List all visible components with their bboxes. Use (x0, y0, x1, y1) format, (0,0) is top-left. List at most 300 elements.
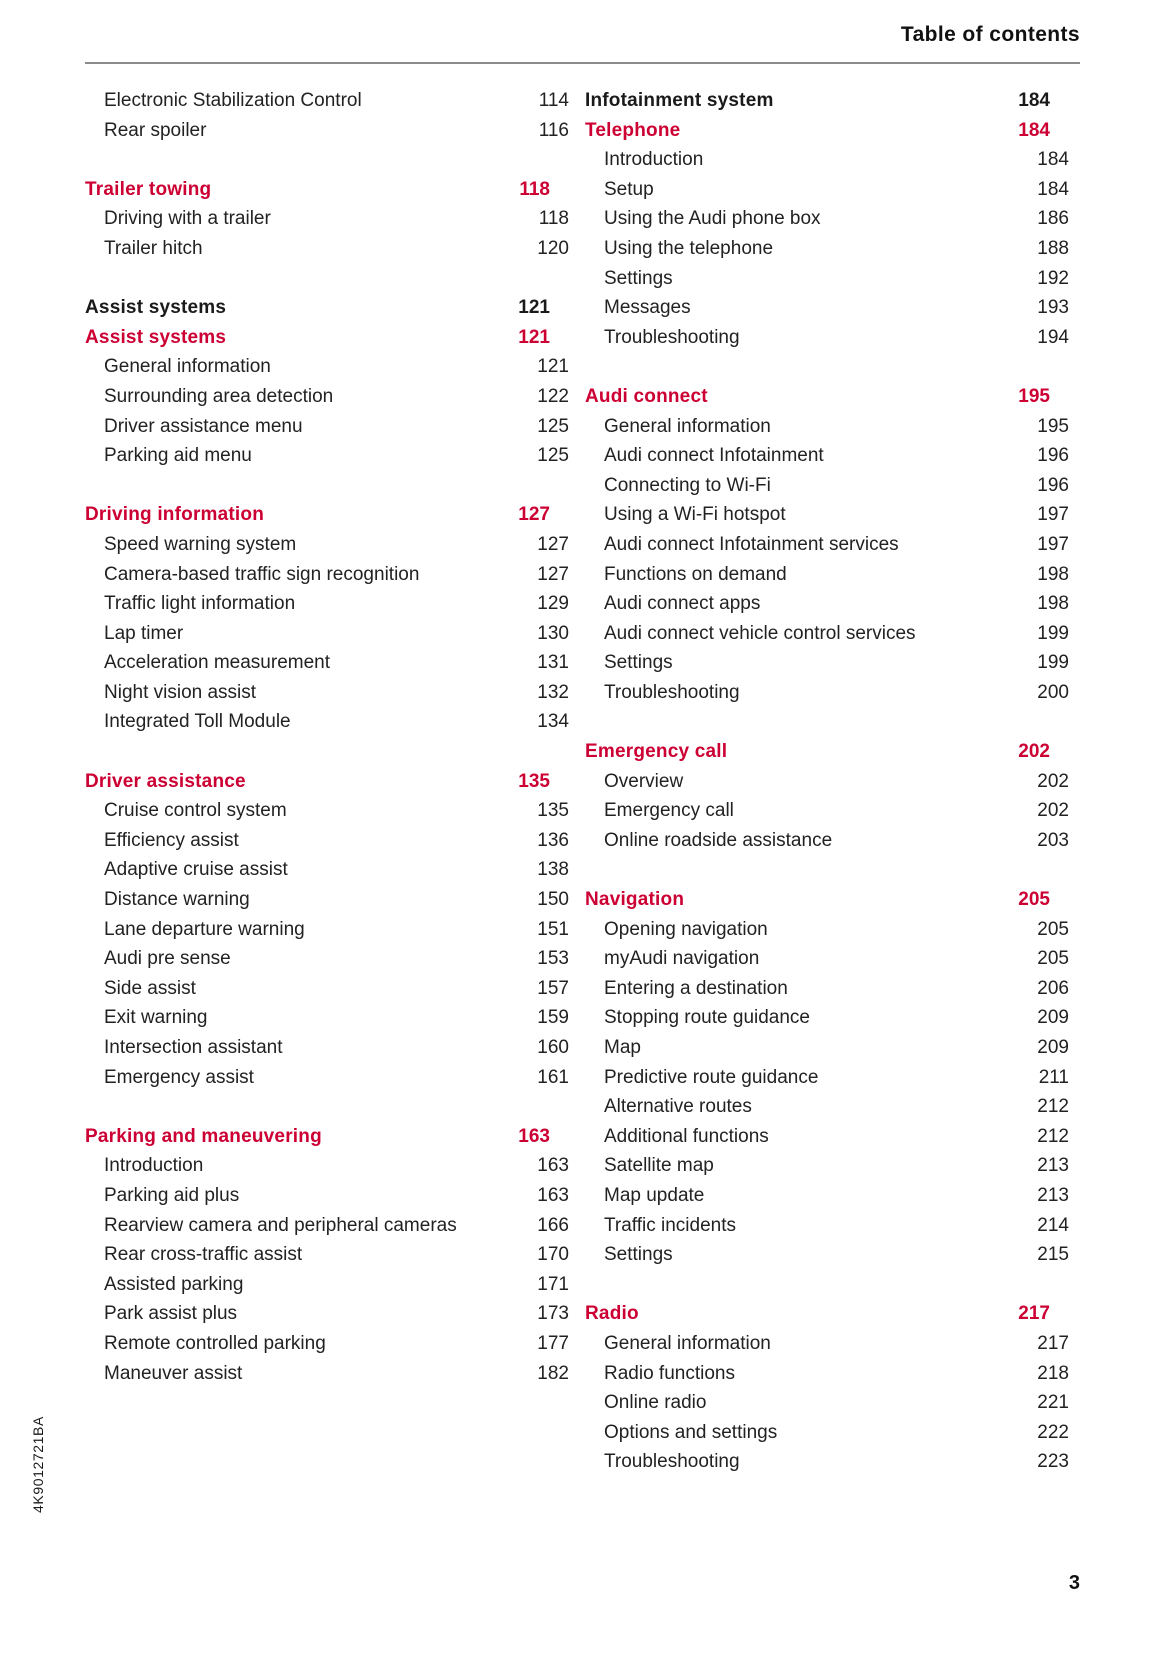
toc-entry-label: Acceleration measurement (104, 652, 330, 674)
toc-entry-label: Navigation (585, 889, 685, 911)
toc-entry-sub[interactable] (585, 678, 1069, 708)
toc-entry-label: Driver assistance (85, 770, 246, 792)
toc-entry-page: 199 (1037, 622, 1069, 644)
toc-leader-dots (230, 327, 501, 343)
toc-entry-sub[interactable] (85, 944, 569, 974)
toc-entry-label: Camera-based traffic sign recognition (104, 563, 420, 585)
toc-entry-sub[interactable] (85, 412, 569, 442)
toc-entry-label: Messages (604, 297, 691, 319)
page-number: 3 (1068, 1572, 1080, 1594)
toc-entry-label: Settings (604, 267, 673, 289)
toc-entry-page: 151 (537, 918, 569, 940)
toc-leader-dots (260, 682, 520, 698)
toc-leader-dots (309, 919, 520, 935)
toc-entry-label: Introduction (604, 149, 704, 171)
toc-entry-sub[interactable] (85, 915, 569, 945)
toc-entry-sub[interactable] (585, 323, 1069, 353)
toc-entry-sub[interactable] (85, 1240, 569, 1270)
toc-entry-page: 182 (537, 1362, 569, 1384)
toc-entry-main[interactable] (85, 293, 550, 323)
toc-entry-page: 188 (1037, 237, 1069, 259)
toc-entry-sub[interactable] (85, 796, 569, 826)
toc-entry-page: 212 (1037, 1096, 1069, 1118)
toc-entry-page: 184 (1018, 90, 1050, 111)
toc-entry-label: Audi connect (585, 385, 708, 407)
toc-entry-page: 136 (537, 829, 569, 851)
toc-entry-page: 202 (1018, 741, 1050, 763)
toc-entry-page: 194 (1037, 326, 1069, 348)
toc-entry-sub[interactable] (85, 1329, 569, 1359)
toc-entry-label: Maneuver assist (104, 1362, 243, 1384)
toc-entry-page: 120 (537, 237, 569, 259)
toc-entry-label: Predictive route guidance (604, 1066, 819, 1088)
toc-section-gap (585, 352, 1050, 382)
toc-entry-page: 166 (537, 1214, 569, 1236)
toc-leader-dots (775, 475, 1020, 491)
toc-entry-sub[interactable] (585, 560, 1069, 590)
toc-entry-sub[interactable] (585, 204, 1069, 234)
toc-entry-page: 184 (1018, 119, 1050, 141)
toc-entry-sub[interactable] (85, 619, 569, 649)
toc-leader-dots (295, 711, 520, 727)
toc-entry-page: 153 (537, 948, 569, 970)
toc-entry-sub[interactable] (585, 293, 1069, 323)
toc-leader-dots (708, 1185, 1020, 1201)
toc-leader-dots (250, 771, 501, 787)
toc-entry-label: General information (104, 356, 271, 378)
toc-entry-page: 127 (537, 533, 569, 555)
toc-entry-page: 135 (537, 800, 569, 822)
toc-entry-label: Rear spoiler (104, 119, 207, 141)
toc-leader-dots (291, 800, 520, 816)
toc-entry-page: 130 (537, 622, 569, 644)
page-title: Table of contents (900, 23, 1080, 46)
toc-entry-chapter[interactable] (85, 1122, 550, 1152)
toc-entry-sub[interactable] (585, 1329, 1069, 1359)
toc-entry-page: 135 (518, 770, 550, 792)
toc-leader-dots (744, 682, 1020, 698)
toc-entry-label: Map (604, 1037, 641, 1058)
toc-entry-label: Audi connect vehicle control services (604, 622, 916, 644)
toc-entry-sub[interactable] (585, 1240, 1069, 1270)
toc-entry-page: 202 (1037, 800, 1069, 822)
toc-entry-sub[interactable] (585, 1003, 1069, 1033)
toc-section-gap (85, 264, 550, 294)
toc-entry-label: Speed warning system (104, 533, 297, 555)
toc-entry-label: Setup (604, 178, 654, 200)
toc-entry-sub[interactable] (85, 1003, 569, 1033)
toc-entry-chapter[interactable] (585, 116, 1050, 146)
toc-entry-sub[interactable] (85, 1181, 569, 1211)
toc-entry-page: 193 (1037, 297, 1069, 319)
toc-entry-label: Radio (585, 1303, 639, 1325)
toc-entry-sub[interactable] (585, 1418, 1069, 1448)
toc-entry-label: Parking and maneuvering (85, 1125, 322, 1147)
toc-entry-sub[interactable] (85, 560, 569, 590)
toc-entry-page: 116 (538, 119, 569, 141)
toc-entry-page: 132 (537, 681, 569, 703)
toc-entry-page: 203 (1037, 829, 1069, 851)
toc-leader-dots (744, 327, 1020, 343)
toc-entry-label: Surrounding area detection (104, 385, 334, 407)
toc-leader-dots (712, 386, 1001, 402)
toc-entry-sub[interactable] (585, 412, 1069, 442)
toc-leader-dots (825, 208, 1020, 224)
toc-leader-dots (241, 1303, 520, 1319)
toc-entry-label: Infotainment system (585, 90, 774, 111)
toc-section-gap (85, 737, 550, 767)
toc-entry-label: Assist systems (85, 326, 227, 348)
toc-leader-dots (306, 1244, 520, 1260)
toc-entry-page: 217 (1037, 1332, 1069, 1354)
toc-entry-page: 195 (1018, 385, 1050, 407)
toc-entry-sub[interactable] (85, 1359, 569, 1389)
toc-entry-label: myAudi navigation (604, 948, 760, 970)
toc-section-gap (85, 145, 550, 175)
toc-leader-dots (212, 1007, 521, 1023)
toc-entry-chapter[interactable] (585, 1299, 1050, 1329)
toc-entry-page: 198 (1037, 563, 1069, 585)
toc-entry-chapter[interactable] (585, 737, 1050, 767)
toc-entry-sub[interactable] (585, 1447, 1069, 1477)
toc-entry-sub[interactable] (585, 1063, 1069, 1093)
toc-entry-sub[interactable] (585, 175, 1069, 205)
toc-leader-dots (292, 859, 520, 875)
toc-entry-label: Troubleshooting (604, 326, 740, 348)
toc-entry-page: 198 (1037, 593, 1069, 615)
toc-leader-dots (688, 889, 1001, 905)
toc-entry-sub[interactable] (85, 1033, 569, 1063)
toc-entry-label: Using the Audi phone box (604, 208, 821, 230)
toc-entry-label: Troubleshooting (604, 1451, 740, 1473)
toc-entry-page: 213 (1037, 1155, 1069, 1177)
toc-leader-dots (307, 416, 520, 432)
toc-entry-label: Electronic Stabilization Control (104, 90, 362, 111)
toc-leader-dots (739, 1363, 1020, 1379)
toc-leader-dots (740, 1215, 1020, 1231)
toc-leader-dots (645, 1037, 1020, 1053)
toc-entry-page: 121 (518, 326, 550, 348)
toc-entry-page: 213 (1037, 1184, 1069, 1206)
toc-leader-dots (791, 564, 1020, 580)
toc-leader-dots (677, 1244, 1020, 1260)
toc-entry-page: 171 (537, 1273, 569, 1295)
toc-entry-sub[interactable] (85, 1270, 569, 1300)
toc-entry-page: 122 (537, 385, 569, 407)
toc-section-gap (85, 1092, 550, 1122)
toc-leader-dots (775, 416, 1020, 432)
toc-columns (85, 86, 1069, 1477)
toc-entry-label: Entering a destination (604, 977, 788, 999)
toc-entry-sub[interactable] (585, 1122, 1069, 1152)
toc-entry-page: 196 (1037, 474, 1069, 496)
toc-leader-dots (256, 445, 520, 461)
toc-entry-sub[interactable] (85, 1299, 569, 1329)
toc-entry-page: 131 (537, 652, 569, 674)
toc-entry-page: 138 (537, 859, 569, 881)
toc-entry-sub[interactable] (585, 796, 1069, 826)
toc-leader-dots (235, 948, 520, 964)
toc-leader-dots (781, 1422, 1020, 1438)
toc-entry-label: Driving information (85, 504, 265, 526)
toc-leader-dots (643, 1303, 1001, 1319)
toc-leader-dots (461, 1215, 520, 1231)
toc-entry-sub[interactable] (85, 530, 569, 560)
toc-entry-sub[interactable] (85, 589, 569, 619)
toc-leader-dots (243, 1185, 520, 1201)
toc-entry-page: 125 (537, 445, 569, 467)
toc-entry-sub[interactable] (85, 116, 569, 146)
toc-entry-sub[interactable] (85, 1063, 569, 1093)
toc-entry-label: Traffic incidents (604, 1214, 736, 1236)
toc-entry-label: Integrated Toll Module (104, 711, 291, 733)
toc-leader-dots (707, 149, 1020, 165)
toc-leader-dots (778, 90, 1001, 106)
toc-entry-sub[interactable] (585, 1151, 1069, 1181)
toc-entry-sub[interactable] (585, 441, 1069, 471)
toc-leader-dots (187, 623, 520, 639)
toc-entry-label: Park assist plus (104, 1303, 238, 1325)
toc-entry-chapter[interactable] (85, 323, 550, 353)
toc-section-gap (85, 471, 550, 501)
toc-entry-sub[interactable] (85, 234, 569, 264)
toc-leader-dots (243, 830, 520, 846)
toc-entry-sub[interactable] (585, 1033, 1069, 1063)
toc-leader-dots (738, 800, 1020, 816)
toc-entry-page: 163 (537, 1155, 569, 1177)
toc-leader-dots (300, 534, 520, 550)
toc-entry-page: 205 (1037, 948, 1069, 970)
toc-leader-dots (200, 978, 520, 994)
toc-leader-dots (687, 771, 1020, 787)
toc-leader-dots (254, 889, 520, 905)
toc-entry-label: Online roadside assistance (604, 829, 833, 851)
toc-entry-page: 221 (1037, 1392, 1069, 1414)
toc-entry-page: 197 (1037, 533, 1069, 555)
toc-entry-label: Trailer hitch (104, 237, 203, 259)
toc-entry-label: Traffic light information (104, 593, 296, 615)
toc-entry-label: Connecting to Wi-Fi (604, 474, 771, 496)
toc-entry-sub[interactable] (585, 1181, 1069, 1211)
toc-entry-label: Parking aid menu (104, 445, 252, 467)
toc-entry-sub[interactable] (585, 1211, 1069, 1241)
toc-leader-dots (710, 1392, 1020, 1408)
toc-entry-sub[interactable] (85, 86, 569, 116)
toc-entry-label: Stopping route guidance (604, 1007, 810, 1029)
toc-leader-dots (207, 238, 520, 254)
toc-entry-sub[interactable] (85, 826, 569, 856)
toc-leader-dots (268, 504, 501, 520)
toc-entry-sub[interactable] (585, 234, 1069, 264)
toc-entry-page: 215 (1037, 1244, 1069, 1266)
toc-entry-sub[interactable] (585, 826, 1069, 856)
toc-entry-label: Map update (604, 1184, 705, 1206)
toc-leader-dots (695, 297, 1020, 313)
toc-entry-page: 197 (1037, 504, 1069, 526)
toc-entry-sub[interactable] (85, 707, 569, 737)
toc-entry-page: 161 (537, 1066, 569, 1088)
toc-entry-sub[interactable] (585, 1092, 1069, 1122)
toc-entry-label: Opening navigation (604, 918, 768, 940)
toc-leader-dots (822, 1067, 1020, 1083)
toc-entry-sub[interactable] (585, 264, 1069, 294)
toc-entry-page: 218 (1037, 1362, 1069, 1384)
toc-entry-label: Telephone (585, 119, 681, 141)
toc-entry-label: Parking aid plus (104, 1184, 240, 1206)
toc-entry-sub[interactable] (585, 589, 1069, 619)
toc-leader-dots (790, 504, 1020, 520)
toc-entry-label: Rear cross-traffic assist (104, 1244, 303, 1266)
toc-entry-label: Additional functions (604, 1125, 769, 1147)
toc-entry-page: 202 (1037, 770, 1069, 792)
toc-entry-label: Audi connect Infotainment (604, 445, 824, 467)
toc-entry-page: 206 (1037, 977, 1069, 999)
toc-entry-label: Alternative routes (604, 1096, 752, 1118)
toc-leader-dots (207, 1155, 520, 1171)
toc-leader-dots (684, 120, 1001, 136)
toc-entry-sub[interactable] (85, 382, 569, 412)
toc-entry-label: Audi connect apps (604, 593, 761, 615)
toc-leader-dots (326, 1126, 501, 1142)
toc-entry-sub[interactable] (585, 944, 1069, 974)
toc-entry-page: 163 (537, 1184, 569, 1206)
toc-entry-label: Cruise control system (104, 800, 287, 822)
toc-leader-dots (718, 1155, 1020, 1171)
toc-entry-page: 121 (518, 297, 550, 319)
toc-entry-chapter[interactable] (85, 175, 550, 205)
toc-entry-page: 125 (537, 415, 569, 437)
toc-entry-page: 121 (537, 356, 569, 378)
toc-column-right (585, 86, 1069, 1477)
toc-entry-label: Remote controlled parking (104, 1332, 326, 1354)
toc-leader-dots (334, 652, 520, 668)
toc-leader-dots (903, 534, 1020, 550)
toc-entry-label: Using a Wi-Fi hotspot (604, 504, 786, 526)
toc-entry-label: Audi connect Infotainment services (604, 533, 899, 555)
toc-entry-label: Emergency assist (104, 1066, 254, 1088)
toc-entry-page: 177 (537, 1332, 569, 1354)
toc-entry-sub[interactable] (585, 648, 1069, 678)
toc-entry-chapter[interactable] (585, 885, 1050, 915)
toc-entry-page: 209 (1037, 1037, 1069, 1058)
toc-entry-label: Driving with a trailer (104, 208, 271, 230)
toc-entry-label: Troubleshooting (604, 681, 740, 703)
toc-leader-dots (764, 593, 1020, 609)
toc-entry-page: 212 (1037, 1125, 1069, 1147)
toc-entry-page: 195 (1037, 415, 1069, 437)
toc-leader-dots (258, 1067, 520, 1083)
toc-entry-page: 129 (537, 593, 569, 615)
toc-entry-page: 114 (538, 90, 569, 111)
toc-entry-label: Exit warning (104, 1007, 208, 1029)
toc-entry-sub[interactable] (85, 885, 569, 915)
toc-entry-sub[interactable] (585, 915, 1069, 945)
toc-entry-page: 217 (1018, 1303, 1050, 1325)
toc-entry-label: Settings (604, 1244, 673, 1266)
toc-entry-label: Emergency call (585, 741, 728, 763)
toc-entry-label: Audi pre sense (104, 948, 231, 970)
toc-leader-dots (366, 90, 520, 106)
toc-entry-label: Introduction (104, 1155, 204, 1177)
toc-leader-dots (744, 1451, 1020, 1467)
toc-leader-dots (423, 564, 520, 580)
toc-entry-sub[interactable] (85, 352, 569, 382)
toc-entry-sub[interactable] (585, 530, 1069, 560)
toc-entry-sub[interactable] (585, 1388, 1069, 1418)
toc-entry-label: Overview (604, 770, 684, 792)
toc-leader-dots (775, 1333, 1020, 1349)
toc-entry-main[interactable] (585, 86, 1050, 116)
toc-entry-label: Satellite map (604, 1155, 714, 1177)
toc-entry-label: Options and settings (604, 1421, 778, 1443)
toc-entry-page: 184 (1037, 178, 1069, 200)
toc-entry-sub[interactable] (85, 678, 569, 708)
toc-entry-chapter[interactable] (85, 500, 550, 530)
header-divider (85, 62, 1080, 64)
toc-entry-sub[interactable] (585, 471, 1069, 501)
toc-entry-sub[interactable] (85, 855, 569, 885)
toc-entry-chapter[interactable] (85, 767, 550, 797)
toc-leader-dots (677, 268, 1020, 284)
toc-entry-label: Functions on demand (604, 563, 787, 585)
toc-entry-sub[interactable] (585, 500, 1069, 530)
toc-entry-label: Night vision assist (104, 681, 257, 703)
toc-entry-sub[interactable] (585, 767, 1069, 797)
toc-leader-dots (286, 1037, 520, 1053)
toc-entry-sub[interactable] (85, 1211, 569, 1241)
toc-entry-label: Online radio (604, 1392, 707, 1414)
toc-section-gap (585, 707, 1050, 737)
toc-leader-dots (246, 1363, 520, 1379)
toc-leader-dots (275, 356, 520, 372)
toc-entry-sub[interactable] (85, 1151, 569, 1181)
toc-entry-page: 163 (518, 1125, 550, 1147)
toc-leader-dots (677, 652, 1020, 668)
toc-entry-page: 222 (1037, 1421, 1069, 1443)
toc-entry-page: 157 (537, 977, 569, 999)
toc-entry-page: 173 (537, 1303, 569, 1325)
toc-entry-label: Intersection assistant (104, 1037, 283, 1058)
toc-entry-sub[interactable] (85, 204, 569, 234)
toc-entry-label: Assisted parking (104, 1273, 244, 1295)
toc-entry-sub[interactable] (85, 648, 569, 678)
toc-leader-dots (299, 593, 520, 609)
toc-entry-label: Rearview camera and peripheral cameras (104, 1214, 457, 1236)
toc-entry-sub[interactable] (585, 974, 1069, 1004)
toc-entry-sub[interactable] (585, 1359, 1069, 1389)
toc-entry-sub[interactable] (585, 145, 1069, 175)
toc-entry-page: 134 (537, 711, 569, 733)
toc-entry-sub[interactable] (85, 441, 569, 471)
toc-entry-sub[interactable] (85, 974, 569, 1004)
toc-entry-page: 192 (1037, 267, 1069, 289)
toc-leader-dots (756, 1096, 1020, 1112)
toc-entry-page: 196 (1037, 445, 1069, 467)
toc-entry-page: 211 (1038, 1066, 1069, 1088)
toc-leader-dots (828, 445, 1020, 461)
document-code: 4K9012721BA (30, 1416, 46, 1513)
toc-entry-label: Lap timer (104, 622, 184, 644)
toc-entry-page: 223 (1037, 1451, 1069, 1473)
toc-leader-dots (330, 1333, 520, 1349)
toc-entry-label: Assist systems (85, 297, 227, 319)
toc-leader-dots (773, 1126, 1020, 1142)
toc-entry-sub[interactable] (585, 619, 1069, 649)
toc-entry-label: General information (604, 1332, 771, 1354)
toc-entry-page: 118 (538, 208, 569, 230)
toc-leader-dots (772, 919, 1020, 935)
toc-entry-chapter[interactable] (585, 382, 1050, 412)
